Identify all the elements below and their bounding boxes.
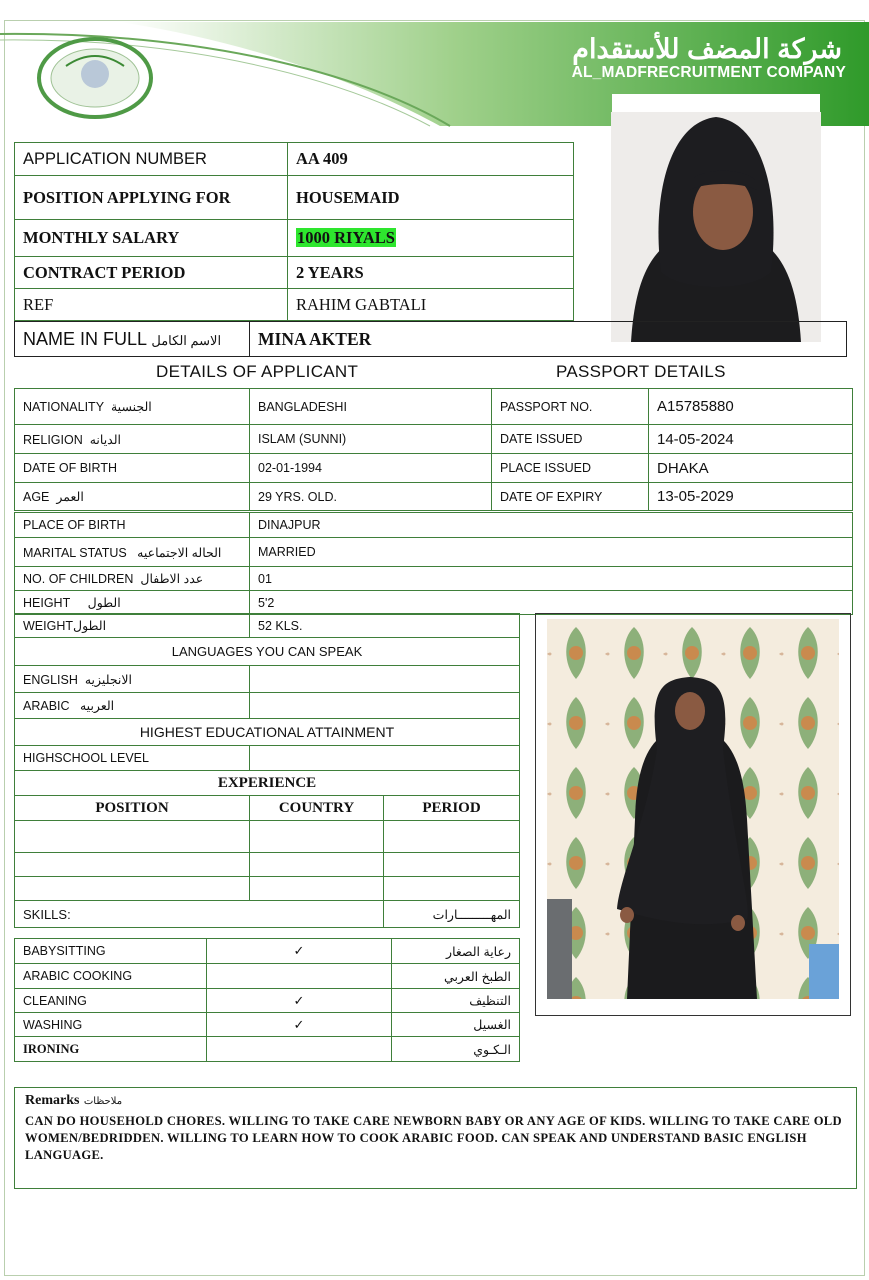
skill-label: BABYSITTING (15, 939, 207, 964)
applicant-label-arabic: الطول (87, 596, 121, 610)
remarks-box (14, 1087, 857, 1189)
applicant-portrait-photo (611, 112, 821, 342)
skill-label: CLEANING (15, 989, 207, 1013)
name-row-right-border (846, 321, 847, 356)
applicant-value: BANGLADESHI (250, 389, 492, 425)
applicant-label-arabic: العمر (56, 490, 84, 504)
skill-label: WASHING (15, 1013, 207, 1037)
name-label-arabic: الاسم الكامل (151, 332, 222, 348)
skill-check-icon (207, 964, 392, 989)
applicant-value: DINAJPUR (250, 513, 853, 538)
skill-check-icon: ✓ (207, 989, 392, 1013)
experience-col-period: PERIOD (384, 796, 520, 821)
applicant-label: MARITAL STATUS (23, 545, 127, 560)
language-value (250, 693, 520, 719)
applicant-label-arabic: عدد الاطفال (140, 572, 204, 586)
skill-label: ARABIC COOKING (15, 964, 207, 989)
skill-label-arabic: الطبخ العربي (392, 964, 520, 989)
skill-row (15, 1037, 520, 1062)
applicant-value: ISLAM (SUNNI) (250, 425, 492, 454)
applicant-full-body-photo (547, 619, 839, 999)
experience-col-position: POSITION (15, 796, 250, 821)
skill-row (15, 964, 520, 989)
applicant-label: RELIGION (23, 432, 83, 447)
applicant-label-arabic: الحاله الاجتماعيه (137, 545, 222, 560)
passport-table (491, 388, 853, 511)
skill-row (15, 939, 520, 964)
applicant-label: AGE (23, 490, 50, 504)
skill-check-icon (207, 1037, 392, 1062)
remarks-text: CAN DO HOUSEHOLD CHORES. WILLING TO TAKE CARE NEWBORN BABY OR ANY AGE OF KIDS. WILLING TO TAKE CARE OLD WOMEN/BEDRIDDEN. WILLING TO LEARN HOW TO COOK ARABIC FOOD. CAN SPEAK AND UNDERSTAND BASIC ENGLISH LANGUAGE. (25, 1114, 842, 1162)
passport-value: 13-05-2029 (649, 483, 853, 511)
company-name-english: AL_MADFRECRUITMENT COMPANY (571, 64, 846, 81)
summary-label: APPLICATION NUMBER (15, 143, 288, 176)
language-label-arabic: العربيه (79, 699, 115, 713)
summary-row (15, 257, 574, 289)
skills-title: SKILLS: (15, 901, 384, 928)
name-value: MINA AKTER (250, 322, 848, 357)
applicant-label: NO. OF CHILDREN (23, 572, 134, 586)
passport-value: 14-05-2024 (649, 425, 853, 454)
applicant-label: HEIGHT (23, 596, 71, 610)
skill-label-arabic: التنظيف (392, 989, 520, 1013)
section-title-passport: PASSPORT DETAILS (556, 362, 726, 381)
applicant-value: 02-01-1994 (250, 454, 492, 483)
skill-row (15, 1013, 520, 1037)
applicant-label: WEIGHT (23, 619, 73, 633)
company-seal-logo-icon (36, 36, 154, 120)
remarks-title-arabic: ملاحظات (83, 1096, 123, 1107)
company-name-arabic: شركة المضف للأستقدام (572, 34, 842, 64)
experience-row (15, 853, 520, 877)
remarks-title: Remarks (25, 1093, 80, 1108)
skill-label-arabic: الغسيل (392, 1013, 520, 1037)
applicant-value: 01 (250, 567, 853, 591)
skill-label: IRONING (15, 1037, 207, 1062)
skills-table (14, 938, 520, 1062)
experience-title: EXPERIENCE (15, 771, 520, 796)
summary-value: RAHIM GABTALI (288, 289, 574, 321)
summary-value: 2 YEARS (288, 257, 574, 289)
skills-title-arabic: المهـــــــــارات (384, 901, 520, 928)
skill-check-icon: ✓ (207, 939, 392, 964)
summary-row (15, 220, 574, 257)
passport-value: DHAKA (649, 454, 853, 483)
passport-label: DATE ISSUED (492, 425, 649, 454)
passport-label: DATE OF EXPIRY (492, 483, 649, 511)
applicant-table-top (14, 388, 492, 511)
applicant-value: 5'2 (250, 591, 853, 615)
summary-row (15, 143, 574, 176)
applicant-label: PLACE OF BIRTH (23, 518, 126, 532)
education-value: HIGHSCHOOL LEVEL (15, 746, 250, 771)
summary-label: MONTHLY SALARY (15, 220, 288, 257)
skill-label-arabic: رعاية الصغار (392, 939, 520, 964)
skill-row (15, 989, 520, 1013)
summary-label: POSITION APPLYING FOR (15, 176, 288, 220)
applicant-label-arabic: الجنسية (110, 400, 152, 414)
applicant-value: 29 YRS. OLD. (250, 483, 492, 511)
education-title: HIGHEST EDUCATIONAL ATTAINMENT (15, 719, 520, 746)
name-label: NAME IN FULL (23, 328, 147, 349)
applicant-label: DATE OF BIRTH (23, 461, 117, 475)
applicant-table-wide (14, 512, 853, 615)
applicant-label-arabic: الديانه (89, 432, 122, 447)
language-value (250, 666, 520, 693)
summary-row (15, 176, 574, 220)
summary-row (15, 289, 574, 321)
name-table (14, 321, 847, 357)
passport-label: PLACE ISSUED (492, 454, 649, 483)
summary-label: REF (15, 289, 288, 321)
skill-label-arabic: الـكـوي (392, 1037, 520, 1062)
experience-row (15, 877, 520, 901)
summary-table (14, 142, 574, 321)
languages-title: LANGUAGES YOU CAN SPEAK (15, 638, 520, 666)
experience-col-country: COUNTRY (250, 796, 384, 821)
applicant-lower-table (14, 613, 520, 928)
summary-value: AA 409 (288, 143, 574, 176)
language-label: ARABIC (23, 699, 70, 713)
applicant-value: MARRIED (250, 538, 853, 567)
language-label: ENGLISH (23, 672, 78, 687)
applicant-label: NATIONALITY (23, 400, 105, 414)
summary-label: CONTRACT PERIOD (15, 257, 288, 289)
salary-highlight: 1000 RIYALS (297, 228, 395, 247)
section-title-applicant: DETAILS OF APPLICANT (156, 362, 359, 381)
summary-value: HOUSEMAID (288, 176, 574, 220)
language-label-arabic: الانجليزيه (84, 672, 132, 687)
applicant-label-arabic: الطول (73, 619, 107, 633)
applicant-value: 52 KLS. (250, 614, 520, 638)
experience-row (15, 821, 520, 853)
passport-value: A15785880 (649, 389, 853, 425)
skill-check-icon: ✓ (207, 1013, 392, 1037)
passport-label: PASSPORT NO. (492, 389, 649, 425)
